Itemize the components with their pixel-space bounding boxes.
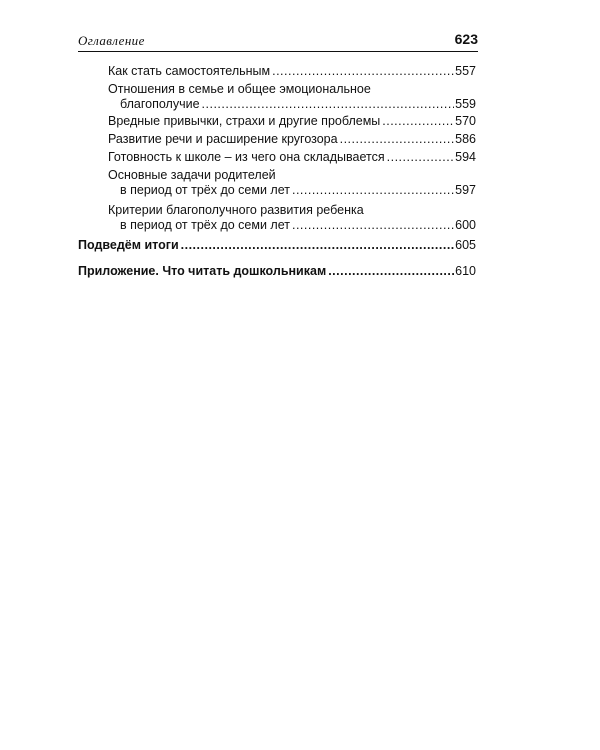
toc-entry-line xyxy=(108,218,476,233)
toc-entry xyxy=(108,150,476,165)
toc-leader-dots xyxy=(382,114,454,129)
toc-entry-page: 557 xyxy=(455,64,476,78)
toc-entry-page: 597 xyxy=(455,183,476,197)
toc-section-title: Подведём итоги xyxy=(78,238,179,252)
toc-entry-page: 586 xyxy=(455,132,476,146)
toc-entry-page: 594 xyxy=(455,150,476,164)
toc-entry-title: Развитие речи и расширение кругозора xyxy=(108,132,338,146)
toc-entry-title: Отношения в семье и общее эмоциональное xyxy=(108,82,371,96)
toc-entry-title: Основные задачи родителей xyxy=(108,168,276,182)
toc-entry-line xyxy=(108,150,476,165)
toc-entry-line xyxy=(108,64,476,79)
toc-entry xyxy=(108,168,476,198)
toc-section xyxy=(78,264,476,279)
toc-section xyxy=(78,238,476,253)
header-rule xyxy=(78,51,478,52)
toc-entry-line xyxy=(108,132,476,147)
toc-entry-page: 600 xyxy=(455,218,476,232)
toc-entry-title: Готовность к школе – из чего она складывается xyxy=(108,150,385,164)
toc-entry-title: Вредные привычки, страхи и другие проблемы xyxy=(108,114,381,128)
toc-entry-title-continued: в период от трёх до семи лет xyxy=(120,218,290,232)
toc-entry xyxy=(108,64,476,79)
toc-entry-title-continued: в период от трёх до семи лет xyxy=(120,183,290,197)
toc-entry-line xyxy=(108,114,476,129)
header-title: Оглавление xyxy=(78,33,145,48)
toc-leader-dots xyxy=(272,64,454,79)
toc-section-page: 610 xyxy=(455,264,476,278)
toc-leader-dots xyxy=(181,238,455,253)
toc-leader-dots xyxy=(340,132,455,147)
toc-entry xyxy=(108,114,476,129)
toc-section-line xyxy=(78,238,476,253)
toc-section-page: 605 xyxy=(455,238,476,252)
toc-entry-page: 559 xyxy=(455,97,476,111)
toc-leader-dots xyxy=(292,183,454,198)
toc-leader-dots xyxy=(387,150,455,165)
toc-entry-page: 570 xyxy=(455,114,476,128)
toc-entry-title-continued: благополучие xyxy=(120,97,200,111)
toc-section-line xyxy=(78,264,476,279)
toc-entry-line xyxy=(108,183,476,198)
toc-entry-title: Как стать самостоятельным xyxy=(108,64,271,78)
toc-section-title: Приложение. Что читать дошкольникам xyxy=(78,264,327,278)
toc-leader-dots xyxy=(328,264,454,279)
toc-entry-line xyxy=(108,97,476,112)
toc-leader-dots xyxy=(202,97,455,112)
header-page-number: 623 xyxy=(454,31,478,47)
toc-entry xyxy=(108,132,476,147)
toc-entry xyxy=(108,203,476,233)
toc-entry-title: Критерии благополучного развития ребенка xyxy=(108,203,364,217)
running-header xyxy=(78,30,478,52)
toc-leader-dots xyxy=(292,218,454,233)
toc-entry xyxy=(108,82,476,112)
